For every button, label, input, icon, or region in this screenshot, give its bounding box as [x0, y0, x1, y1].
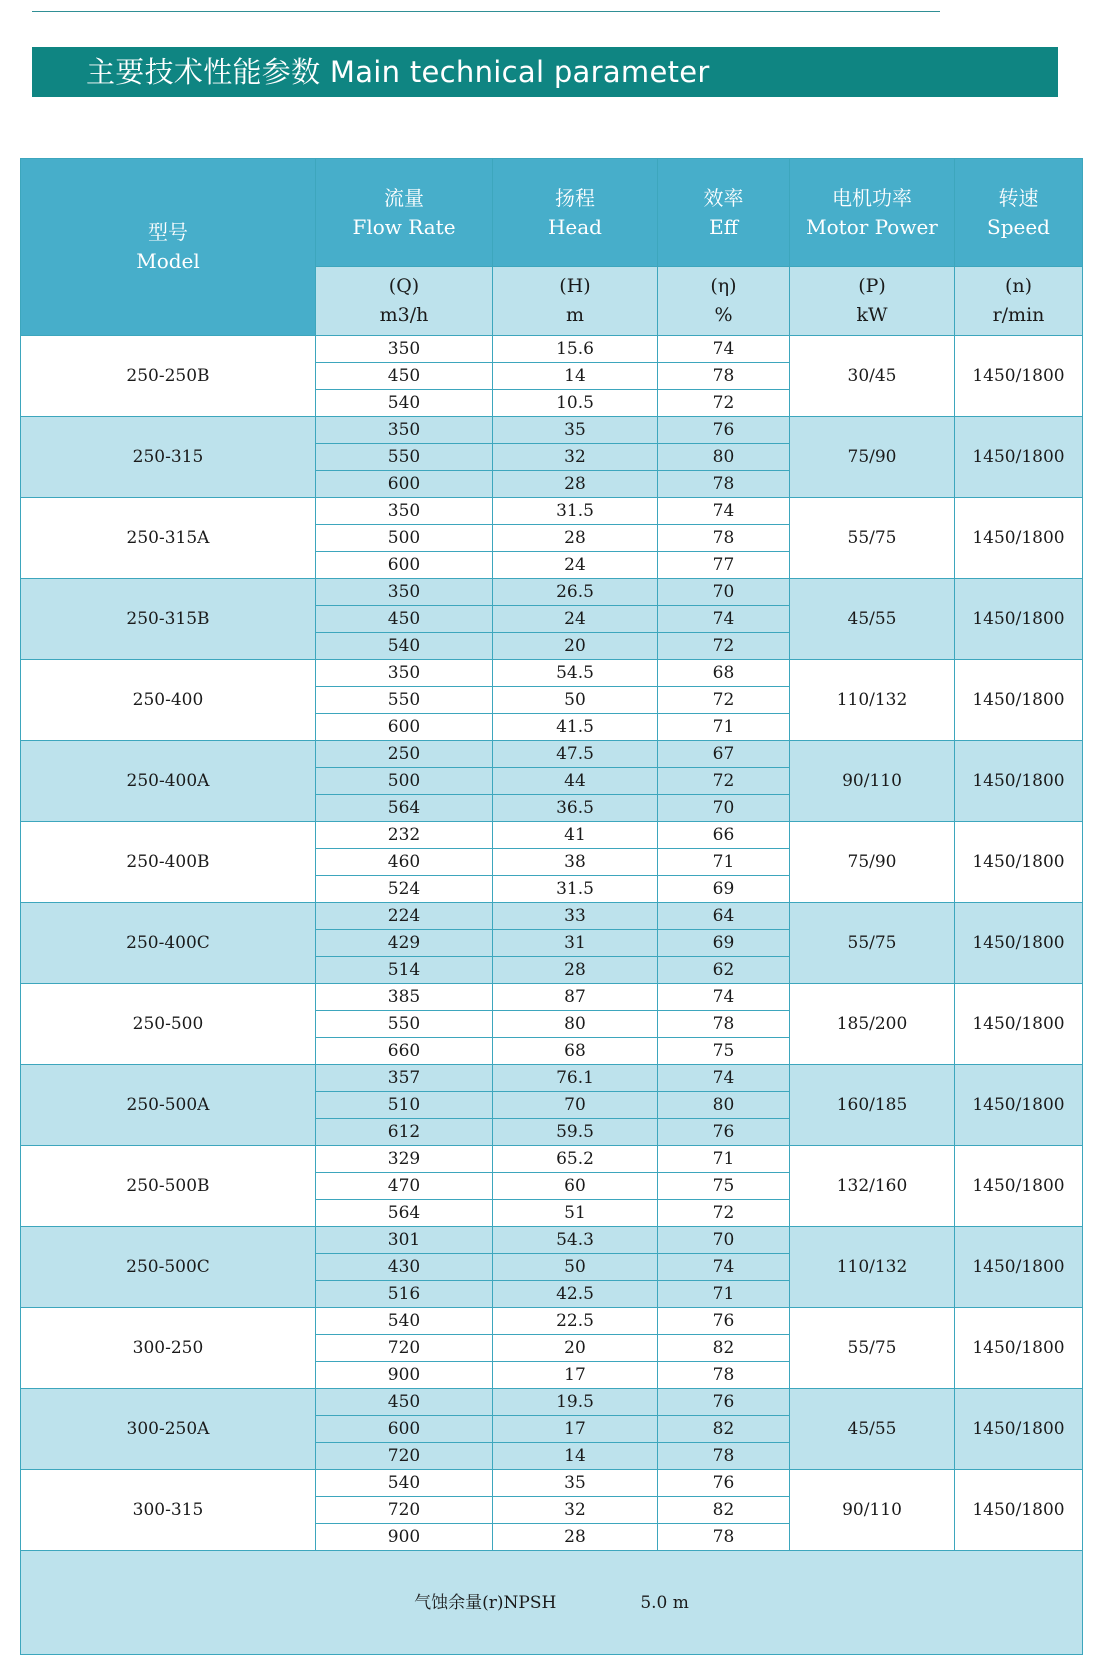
power-cell: 55/75 — [790, 498, 955, 579]
head-cell: 10.5 — [493, 390, 658, 417]
flow-cell: 232 — [316, 822, 493, 849]
spec-table-body — [21, 336, 1083, 1655]
flow-cell: 510 — [316, 1092, 493, 1119]
head-cell: 32 — [493, 444, 658, 471]
speed-cell: 1450/1800 — [955, 1227, 1083, 1308]
power-cell: 160/185 — [790, 1065, 955, 1146]
head-cell: 14 — [493, 1443, 658, 1470]
power-cell: 45/55 — [790, 579, 955, 660]
spec-table — [20, 158, 1083, 1655]
table-row — [21, 741, 1083, 768]
eff-cell: 78 — [658, 1443, 790, 1470]
head-cell: 70 — [493, 1092, 658, 1119]
speed-cell: 1450/1800 — [955, 417, 1083, 498]
speed-cell: 1450/1800 — [955, 1308, 1083, 1389]
head-cell: 31.5 — [493, 498, 658, 525]
power-cell: 110/132 — [790, 1227, 955, 1308]
speed-cell: 1450/1800 — [955, 741, 1083, 822]
head-cell: 28 — [493, 957, 658, 984]
flow-cell: 550 — [316, 444, 493, 471]
head-cell: 87 — [493, 984, 658, 1011]
unit-head: (H) m — [493, 267, 658, 336]
head-cell: 35 — [493, 417, 658, 444]
flow-cell: 612 — [316, 1119, 493, 1146]
flow-cell: 350 — [316, 660, 493, 687]
table-row — [21, 417, 1083, 444]
head-cell: 14 — [493, 363, 658, 390]
eff-cell: 62 — [658, 957, 790, 984]
unit-eff: (η) % — [658, 267, 790, 336]
table-row — [21, 1389, 1083, 1416]
eff-cell: 74 — [658, 1254, 790, 1281]
head-cell: 60 — [493, 1173, 658, 1200]
eff-cell: 71 — [658, 1146, 790, 1173]
flow-cell: 600 — [316, 471, 493, 498]
power-cell: 110/132 — [790, 660, 955, 741]
eff-cell: 70 — [658, 1227, 790, 1254]
head-cell: 33 — [493, 903, 658, 930]
flow-cell: 500 — [316, 768, 493, 795]
power-cell: 55/75 — [790, 903, 955, 984]
eff-cell: 71 — [658, 714, 790, 741]
model-cell: 250-315A — [21, 498, 316, 579]
eff-cell: 78 — [658, 1362, 790, 1389]
flow-cell: 460 — [316, 849, 493, 876]
eff-cell: 72 — [658, 390, 790, 417]
head-cell: 20 — [493, 633, 658, 660]
model-cell: 300-250 — [21, 1308, 316, 1389]
head-cell: 59.5 — [493, 1119, 658, 1146]
model-cell: 300-250A — [21, 1389, 316, 1470]
flow-cell: 430 — [316, 1254, 493, 1281]
speed-cell: 1450/1800 — [955, 579, 1083, 660]
head-cell: 17 — [493, 1362, 658, 1389]
speed-cell: 1450/1800 — [955, 1146, 1083, 1227]
head-cell: 32 — [493, 1497, 658, 1524]
head-cell: 65.2 — [493, 1146, 658, 1173]
flow-cell: 600 — [316, 1416, 493, 1443]
table-row — [21, 579, 1083, 606]
power-cell: 30/45 — [790, 336, 955, 417]
flow-cell: 516 — [316, 1281, 493, 1308]
unit-speed: (n) r/min — [955, 267, 1083, 336]
table-row — [21, 1146, 1083, 1173]
eff-cell: 72 — [658, 687, 790, 714]
speed-cell: 1450/1800 — [955, 1470, 1083, 1551]
eff-cell: 64 — [658, 903, 790, 930]
flow-cell: 224 — [316, 903, 493, 930]
head-cell: 54.3 — [493, 1227, 658, 1254]
head-cell: 22.5 — [493, 1308, 658, 1335]
head-cell: 26.5 — [493, 579, 658, 606]
flow-cell: 357 — [316, 1065, 493, 1092]
flow-cell: 550 — [316, 687, 493, 714]
eff-cell: 72 — [658, 633, 790, 660]
eff-cell: 76 — [658, 1470, 790, 1497]
model-cell: 250-400C — [21, 903, 316, 984]
flow-cell: 600 — [316, 552, 493, 579]
flow-cell: 450 — [316, 606, 493, 633]
flow-cell: 720 — [316, 1497, 493, 1524]
model-cell: 250-500A — [21, 1065, 316, 1146]
flow-cell: 540 — [316, 390, 493, 417]
eff-cell: 82 — [658, 1335, 790, 1362]
flow-cell: 720 — [316, 1443, 493, 1470]
flow-cell: 900 — [316, 1524, 493, 1551]
npsh-value: 5.0 m — [640, 1592, 689, 1613]
eff-cell: 78 — [658, 1011, 790, 1038]
power-cell: 132/160 — [790, 1146, 955, 1227]
table-row — [21, 1470, 1083, 1497]
eff-cell: 80 — [658, 444, 790, 471]
head-cell: 17 — [493, 1416, 658, 1443]
flow-cell: 470 — [316, 1173, 493, 1200]
head-cell: 36.5 — [493, 795, 658, 822]
head-cell: 38 — [493, 849, 658, 876]
head-cell: 28 — [493, 1524, 658, 1551]
speed-cell: 1450/1800 — [955, 822, 1083, 903]
eff-cell: 69 — [658, 876, 790, 903]
table-row — [21, 660, 1083, 687]
header-flow: 流量 Flow Rate — [316, 159, 493, 267]
speed-cell: 1450/1800 — [955, 1389, 1083, 1470]
flow-cell: 720 — [316, 1335, 493, 1362]
unit-power: (P) kW — [790, 267, 955, 336]
eff-cell: 76 — [658, 1308, 790, 1335]
speed-cell: 1450/1800 — [955, 336, 1083, 417]
model-cell: 250-250B — [21, 336, 316, 417]
speed-cell: 1450/1800 — [955, 984, 1083, 1065]
eff-cell: 78 — [658, 363, 790, 390]
eff-cell: 76 — [658, 1389, 790, 1416]
flow-cell: 600 — [316, 714, 493, 741]
eff-cell: 78 — [658, 525, 790, 552]
head-cell: 24 — [493, 552, 658, 579]
eff-cell: 82 — [658, 1497, 790, 1524]
eff-cell: 66 — [658, 822, 790, 849]
head-cell: 24 — [493, 606, 658, 633]
head-cell: 19.5 — [493, 1389, 658, 1416]
head-cell: 28 — [493, 471, 658, 498]
head-cell: 41 — [493, 822, 658, 849]
flow-cell: 329 — [316, 1146, 493, 1173]
flow-cell: 900 — [316, 1362, 493, 1389]
table-row — [21, 903, 1083, 930]
speed-cell: 1450/1800 — [955, 498, 1083, 579]
eff-cell: 77 — [658, 552, 790, 579]
eff-cell: 68 — [658, 660, 790, 687]
speed-cell: 1450/1800 — [955, 903, 1083, 984]
unit-flow: (Q) m3/h — [316, 267, 493, 336]
head-cell: 51 — [493, 1200, 658, 1227]
flow-cell: 660 — [316, 1038, 493, 1065]
eff-cell: 82 — [658, 1416, 790, 1443]
model-cell: 250-315B — [21, 579, 316, 660]
eff-cell: 72 — [658, 1200, 790, 1227]
flow-cell: 550 — [316, 1011, 493, 1038]
table-row — [21, 822, 1083, 849]
eff-cell: 76 — [658, 1119, 790, 1146]
eff-cell: 71 — [658, 1281, 790, 1308]
model-cell: 250-400A — [21, 741, 316, 822]
eff-cell: 70 — [658, 579, 790, 606]
flow-cell: 250 — [316, 741, 493, 768]
flow-cell: 350 — [316, 336, 493, 363]
table-row — [21, 498, 1083, 525]
head-cell: 31 — [493, 930, 658, 957]
table-row — [21, 336, 1083, 363]
eff-cell: 78 — [658, 1524, 790, 1551]
header-head: 扬程 Head — [493, 159, 658, 267]
head-cell: 80 — [493, 1011, 658, 1038]
head-cell: 31.5 — [493, 876, 658, 903]
power-cell: 55/75 — [790, 1308, 955, 1389]
head-cell: 44 — [493, 768, 658, 795]
model-cell: 250-500B — [21, 1146, 316, 1227]
power-cell: 90/110 — [790, 1470, 955, 1551]
eff-cell: 72 — [658, 768, 790, 795]
head-cell: 54.5 — [493, 660, 658, 687]
eff-cell: 80 — [658, 1092, 790, 1119]
eff-cell: 74 — [658, 984, 790, 1011]
eff-cell: 74 — [658, 1065, 790, 1092]
flow-cell: 540 — [316, 1470, 493, 1497]
head-cell: 50 — [493, 1254, 658, 1281]
header-power: 电机功率 Motor Power — [790, 159, 955, 267]
head-cell: 47.5 — [493, 741, 658, 768]
power-cell: 75/90 — [790, 417, 955, 498]
head-cell: 68 — [493, 1038, 658, 1065]
table-row — [21, 1227, 1083, 1254]
eff-cell: 71 — [658, 849, 790, 876]
model-cell: 250-400 — [21, 660, 316, 741]
head-cell: 15.6 — [493, 336, 658, 363]
flow-cell: 350 — [316, 498, 493, 525]
power-cell: 90/110 — [790, 741, 955, 822]
flow-cell: 350 — [316, 579, 493, 606]
head-cell: 50 — [493, 687, 658, 714]
power-cell: 75/90 — [790, 822, 955, 903]
eff-cell: 70 — [658, 795, 790, 822]
flow-cell: 450 — [316, 363, 493, 390]
eff-cell: 75 — [658, 1173, 790, 1200]
model-cell: 300-315 — [21, 1470, 316, 1551]
header-model: 型号 Model — [21, 159, 316, 336]
flow-cell: 564 — [316, 795, 493, 822]
table-row — [21, 984, 1083, 1011]
flow-cell: 540 — [316, 1308, 493, 1335]
eff-cell: 74 — [658, 498, 790, 525]
flow-cell: 429 — [316, 930, 493, 957]
head-cell: 28 — [493, 525, 658, 552]
page-title: 主要技术性能参数 Main technical parameter — [32, 47, 1058, 97]
head-cell: 76.1 — [493, 1065, 658, 1092]
npsh-label: 气蚀余量(r)NPSH — [414, 1592, 557, 1613]
flow-cell: 564 — [316, 1200, 493, 1227]
eff-cell: 74 — [658, 606, 790, 633]
header-eff: 效率 Eff — [658, 159, 790, 267]
power-cell: 185/200 — [790, 984, 955, 1065]
eff-cell: 78 — [658, 471, 790, 498]
flow-cell: 514 — [316, 957, 493, 984]
flow-cell: 540 — [316, 633, 493, 660]
power-cell: 45/55 — [790, 1389, 955, 1470]
head-cell: 42.5 — [493, 1281, 658, 1308]
speed-cell: 1450/1800 — [955, 1065, 1083, 1146]
eff-cell: 76 — [658, 417, 790, 444]
speed-cell: 1450/1800 — [955, 660, 1083, 741]
flow-cell: 350 — [316, 417, 493, 444]
model-cell: 250-500C — [21, 1227, 316, 1308]
flow-cell: 301 — [316, 1227, 493, 1254]
header-speed: 转速 Speed — [955, 159, 1083, 267]
npsh-row — [21, 1551, 1083, 1655]
head-cell: 41.5 — [493, 714, 658, 741]
flow-cell: 385 — [316, 984, 493, 1011]
eff-cell: 69 — [658, 930, 790, 957]
flow-cell: 524 — [316, 876, 493, 903]
head-cell: 20 — [493, 1335, 658, 1362]
head-cell: 35 — [493, 1470, 658, 1497]
eff-cell: 74 — [658, 336, 790, 363]
model-cell: 250-500 — [21, 984, 316, 1065]
npsh-cell — [21, 1551, 1083, 1655]
model-cell: 250-400B — [21, 822, 316, 903]
flow-cell: 500 — [316, 525, 493, 552]
flow-cell: 450 — [316, 1389, 493, 1416]
top-rule — [32, 11, 940, 12]
table-row — [21, 1065, 1083, 1092]
model-cell: 250-315 — [21, 417, 316, 498]
eff-cell: 75 — [658, 1038, 790, 1065]
table-row — [21, 1308, 1083, 1335]
eff-cell: 67 — [658, 741, 790, 768]
